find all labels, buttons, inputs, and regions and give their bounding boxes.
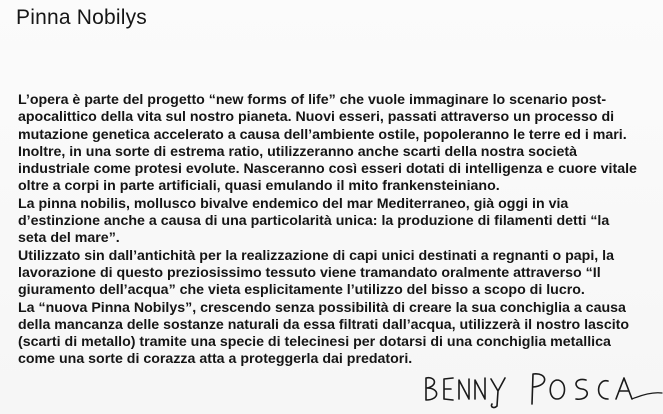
body-line: L’opera è parte del progetto “new forms of life” che vuole immaginare lo scenario post-	[18, 92, 607, 108]
signature-drawing	[422, 366, 663, 412]
body-line: lavorazione di questo preziosissimo tessuto viene tramandato oralmente attraverso “Il	[18, 264, 601, 281]
body-line: seta del mare”.	[18, 230, 120, 247]
body-line: apocalittico della vita sul nostro pianeta. Nuovi esseri, passati attraverso un processo di	[18, 109, 615, 126]
body-line: Utilizzato sin dall’antichità per la realizzazione di capi unici destinati a regnanti o papi, la	[18, 247, 614, 264]
body-line: mutazione genetica accelerato a causa dell’ambiente ostile, popoleranno le terre ed i mari.	[18, 126, 627, 143]
document-title: Pinna Nobilys	[16, 6, 147, 29]
body-line: industriale come protesi evolute. Nasceranno così esseri dotati di intelligenza e cuore vitale	[18, 161, 637, 178]
body-line: oltre a corpi in parte artificiali, quasi emulando il mito frankensteiniano.	[18, 178, 500, 195]
document-body	[18, 92, 658, 369]
handwritten-signature	[422, 366, 663, 412]
body-line: d’estinzione anche a causa di una particolarità unica: la produzione di filamenti detti “la	[18, 213, 610, 230]
body-line: della mancanza delle sostanze naturali da essa filtrati dall’acqua, utilizzerà il nostro lascito	[18, 316, 630, 333]
body-line: Inoltre, in una sorte di estrema ratio, utilizzeranno anche scarti della nostra società	[18, 143, 577, 160]
body-line: come una sorte di corazza atta a proteggerla dai predatori.	[18, 351, 413, 368]
body-line: La pinna nobilis, mollusco bivalve endemico del mar Mediterraneo, già oggi in via	[18, 195, 569, 212]
body-line: giuramento dell’acqua” che vieta esplicitamente l’utilizzo del bisso a scopo di lucro.	[18, 282, 585, 299]
body-line: La “nuova Pinna Nobilys”, crescendo senza possibilità di creare la sua conchiglia a causa	[18, 299, 626, 316]
body-line: (scarti di metallo) tramite una specie di telecinesi per dotarsi di una conchiglia metallica	[18, 334, 611, 351]
